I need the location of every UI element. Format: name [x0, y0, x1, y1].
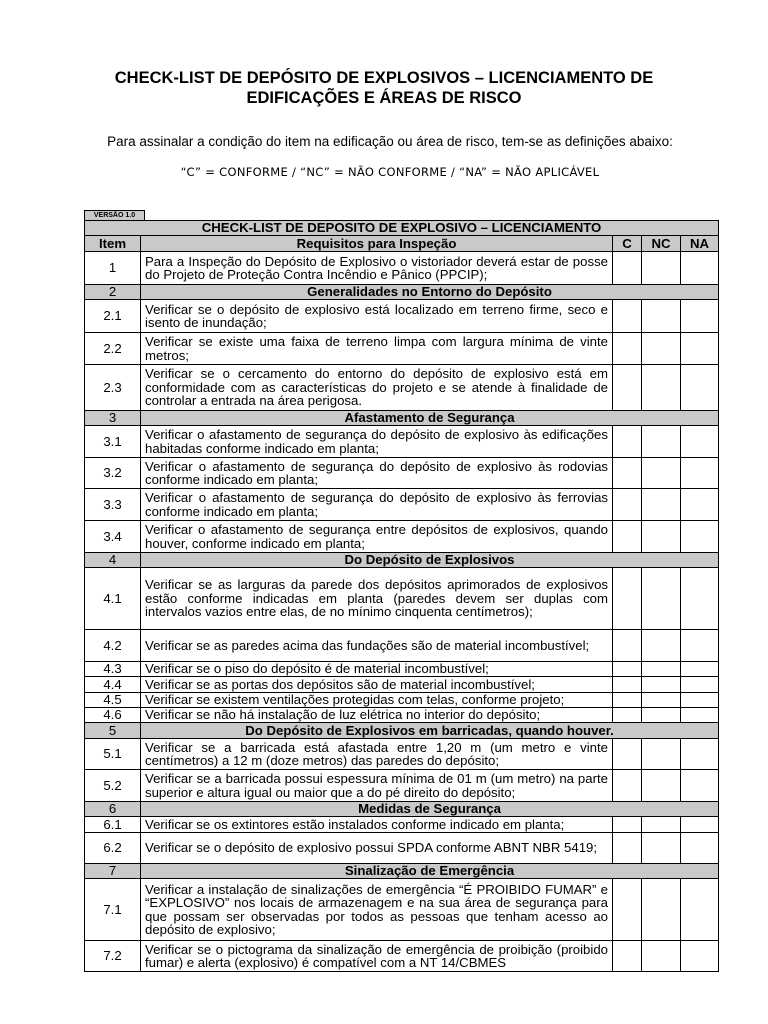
section-title: Afastamento de Segurança — [141, 411, 719, 426]
check-cell-nc[interactable] — [642, 568, 681, 630]
check-cell-na[interactable] — [681, 489, 719, 521]
requirement-text: Verificar se o piso do depósito é de material incombustível; — [141, 662, 613, 677]
checklist-row — [85, 630, 719, 662]
check-cell-na[interactable] — [681, 426, 719, 458]
table-header-row — [85, 236, 719, 252]
column-header-na: NA — [681, 236, 719, 252]
item-number: 4.2 — [85, 630, 141, 662]
item-number: 3.1 — [85, 426, 141, 458]
check-cell-nc[interactable] — [642, 662, 681, 677]
check-cell-na[interactable] — [681, 739, 719, 770]
section-number: 3 — [85, 411, 141, 426]
checklist-row — [85, 489, 719, 521]
check-cell-nc[interactable] — [642, 708, 681, 723]
table-caption-row — [85, 221, 719, 236]
check-cell-nc[interactable] — [642, 739, 681, 770]
checklist-row — [85, 458, 719, 489]
section-row — [85, 285, 719, 300]
checklist-row — [85, 693, 719, 708]
intro-text: Para assinalar a condição do item na edificação ou área de risco, tem-se as definições abaixo: — [107, 134, 673, 149]
check-cell-nc[interactable] — [642, 426, 681, 458]
item-number: 2.3 — [85, 365, 141, 411]
checklist-body — [85, 252, 719, 972]
requirement-text: Verificar se as paredes acima das fundações são de material incombustível; — [141, 630, 613, 662]
document-title — [40, 68, 728, 108]
checklist-row — [85, 677, 719, 693]
column-header-item: Item — [85, 236, 141, 252]
checklist-row — [85, 426, 719, 458]
check-cell-c[interactable] — [613, 879, 642, 941]
column-header-requirements: Requisitos para Inspeção — [141, 236, 613, 252]
section-number: 7 — [85, 864, 141, 879]
check-cell-na[interactable] — [681, 252, 719, 285]
check-cell-c[interactable] — [613, 708, 642, 723]
checklist-row — [85, 365, 719, 411]
requirement-text: Verificar se não há instalação de luz elétrica no interior do depósito; — [141, 708, 613, 723]
checklist-row — [85, 708, 719, 723]
checklist-row — [85, 333, 719, 365]
check-cell-nc[interactable] — [642, 489, 681, 521]
check-cell-na[interactable] — [681, 770, 719, 802]
requirement-text: Verificar o afastamento de segurança do depósito de explosivo às ferrovias conforme indicado em planta; — [141, 489, 613, 521]
check-cell-c[interactable] — [613, 333, 642, 365]
item-number: 2.1 — [85, 300, 141, 333]
requirement-text: Verificar o afastamento de segurança do depósito de explosivo às rodovias conforme indicado em planta; — [141, 458, 613, 489]
check-cell-c[interactable] — [613, 662, 642, 677]
check-cell-c[interactable] — [613, 489, 642, 521]
checklist-row — [85, 941, 719, 972]
check-cell-c[interactable] — [613, 770, 642, 802]
check-cell-na[interactable] — [681, 300, 719, 333]
check-cell-na[interactable] — [681, 693, 719, 708]
section-title: Do Depósito de Explosivos — [141, 553, 719, 568]
item-number: 3.4 — [85, 521, 141, 553]
requirement-text: Verificar se as larguras da parede dos depósitos aprimorados de explosivos estão conforme indicadas em planta (paredes devem ser duplas com intervalos vazios entre elas, de no mínimo cinquenta centímetros); — [141, 568, 613, 630]
requirement-text: Para a Inspeção do Depósito de Explosivo o vistoriador deverá estar de posse do Projeto de Proteção Contra Incêndio e Pânico (PPCIP); — [141, 252, 613, 285]
checklist-row — [85, 817, 719, 833]
requirement-text: Verificar o afastamento de segurança entre depósitos de explosivos, quando houver, conforme indicado em planta; — [141, 521, 613, 553]
section-title: Do Depósito de Explosivos em barricadas, quando houver. — [141, 723, 719, 739]
check-cell-na[interactable] — [681, 941, 719, 972]
check-cell-c[interactable] — [613, 521, 642, 553]
check-cell-c[interactable] — [613, 568, 642, 630]
check-cell-na[interactable] — [681, 365, 719, 411]
requirement-text: Verificar se o depósito de explosivo está localizado em terreno firme, seco e isento de inundação; — [141, 300, 613, 333]
item-number: 5.1 — [85, 739, 141, 770]
check-cell-c[interactable] — [613, 458, 642, 489]
item-number: 2.2 — [85, 333, 141, 365]
check-cell-nc[interactable] — [642, 252, 681, 285]
check-cell-na[interactable] — [681, 568, 719, 630]
version-label: VERSÃO 1.0 — [84, 210, 145, 220]
checklist-row — [85, 521, 719, 553]
requirement-text: Verificar se as portas dos depósitos são de material incombustível; — [141, 677, 613, 693]
check-cell-nc[interactable] — [642, 693, 681, 708]
item-number: 6.2 — [85, 833, 141, 864]
section-number: 5 — [85, 723, 141, 739]
section-row — [85, 864, 719, 879]
checklist-row — [85, 879, 719, 941]
column-header-nc: NC — [642, 236, 681, 252]
item-number: 3.2 — [85, 458, 141, 489]
check-cell-c[interactable] — [613, 693, 642, 708]
requirement-text: Verificar se existe uma faixa de terreno limpa com largura mínima de vinte metros; — [141, 333, 613, 365]
check-cell-c[interactable] — [613, 677, 642, 693]
check-cell-nc[interactable] — [642, 879, 681, 941]
check-cell-nc[interactable] — [642, 630, 681, 662]
section-row — [85, 802, 719, 817]
check-cell-nc[interactable] — [642, 833, 681, 864]
checklist-row — [85, 662, 719, 677]
item-number: 7.2 — [85, 941, 141, 972]
check-cell-nc[interactable] — [642, 458, 681, 489]
item-number: 4.4 — [85, 677, 141, 693]
check-cell-nc[interactable] — [642, 365, 681, 411]
checklist-table — [84, 220, 719, 972]
section-number: 6 — [85, 802, 141, 817]
check-cell-nc[interactable] — [642, 333, 681, 365]
check-cell-c[interactable] — [613, 833, 642, 864]
check-cell-na[interactable] — [681, 630, 719, 662]
requirement-text: Verificar se o pictograma da sinalização de emergência de proibição (proibido fumar) e alerta (explosivo) é compatível com a NT 14/CBMES — [141, 941, 613, 972]
requirement-text: Verificar se os extintores estão instalados conforme indicado em planta; — [141, 817, 613, 833]
item-number: 6.1 — [85, 817, 141, 833]
title-line-1: CHECK-LIST DE DEPÓSITO DE EXPLOSIVOS – LICENCIAMENTO DE — [114, 69, 654, 87]
section-row — [85, 411, 719, 426]
checklist-row — [85, 770, 719, 802]
item-number: 5.2 — [85, 770, 141, 802]
checklist-row — [85, 300, 719, 333]
item-number: 4.1 — [85, 568, 141, 630]
check-cell-na[interactable] — [681, 662, 719, 677]
item-number: 7.1 — [85, 879, 141, 941]
requirement-text: Verificar se a barricada está afastada entre 1,20 m (um metro e vinte centímetros) a 12 m (doze metros) das paredes do depósito; — [141, 739, 613, 770]
requirement-text: Verificar a instalação de sinalizações de emergência “É PROIBIDO FUMAR” e “EXPLOSIVO” nos locais de armazenagem e na sua área de segurança para que possam ser observadas por todos as pessoas que tenham acesso ao depósito de explosivo; — [141, 879, 613, 941]
section-number: 4 — [85, 553, 141, 568]
check-cell-c[interactable] — [613, 300, 642, 333]
check-cell-c[interactable] — [613, 426, 642, 458]
check-cell-na[interactable] — [681, 677, 719, 693]
section-row — [85, 723, 719, 739]
checklist-row — [85, 739, 719, 770]
check-cell-na[interactable] — [681, 458, 719, 489]
item-number: 4.3 — [85, 662, 141, 677]
checklist-row — [85, 252, 719, 285]
check-cell-c[interactable] — [613, 365, 642, 411]
requirement-text: Verificar o afastamento de segurança do depósito de explosivo às edificações habitadas conforme indicado em planta; — [141, 426, 613, 458]
check-cell-nc[interactable] — [642, 770, 681, 802]
check-cell-na[interactable] — [681, 833, 719, 864]
check-cell-nc[interactable] — [642, 941, 681, 972]
table-caption: CHECK-LIST DE DEPOSITO DE EXPLOSIVO – LICENCIAMENTO — [85, 221, 719, 236]
requirement-text: Verificar se a barricada possui espessura mínima de 01 m (um metro) na parte superior e altura igual ou maior que a do pé direito do depósito; — [141, 770, 613, 802]
check-cell-nc[interactable] — [642, 521, 681, 553]
check-cell-nc[interactable] — [642, 677, 681, 693]
item-number: 1 — [85, 252, 141, 285]
check-cell-c[interactable] — [613, 630, 642, 662]
item-number: 4.6 — [85, 708, 141, 723]
section-title: Medidas de Segurança — [141, 802, 719, 817]
column-header-c: C — [613, 236, 642, 252]
section-number: 2 — [85, 285, 141, 300]
section-title: Sinalização de Emergência — [141, 864, 719, 879]
check-cell-na[interactable] — [681, 708, 719, 723]
check-cell-na[interactable] — [681, 521, 719, 553]
requirement-text: Verificar se o depósito de explosivo possui SPDA conforme ABNT NBR 5419; — [141, 833, 613, 864]
check-cell-na[interactable] — [681, 817, 719, 833]
check-cell-nc[interactable] — [642, 300, 681, 333]
check-cell-c[interactable] — [613, 941, 642, 972]
check-cell-na[interactable] — [681, 333, 719, 365]
item-number: 3.3 — [85, 489, 141, 521]
section-row — [85, 553, 719, 568]
requirement-text: Verificar se o cercamento do entorno do depósito de explosivo está em conformidade com as características do projeto e se atende à finalidade de controlar a entrada na área perigosa. — [141, 365, 613, 411]
check-cell-c[interactable] — [613, 252, 642, 285]
section-title: Generalidades no Entorno do Depósito — [141, 285, 719, 300]
check-cell-na[interactable] — [681, 879, 719, 941]
check-cell-nc[interactable] — [642, 817, 681, 833]
item-number: 4.5 — [85, 693, 141, 708]
check-cell-c[interactable] — [613, 817, 642, 833]
checklist-row — [85, 568, 719, 630]
requirement-text: Verificar se existem ventilações protegidas com telas, conforme projeto; — [141, 693, 613, 708]
checklist-row — [85, 833, 719, 864]
definitions-legend: “C” = CONFORME / “NC” = NÃO CONFORME / “NA” = NÃO APLICÁVEL — [180, 165, 600, 179]
title-line-2: EDIFICAÇÕES E ÁREAS DE RISCO — [246, 89, 522, 107]
check-cell-c[interactable] — [613, 739, 642, 770]
